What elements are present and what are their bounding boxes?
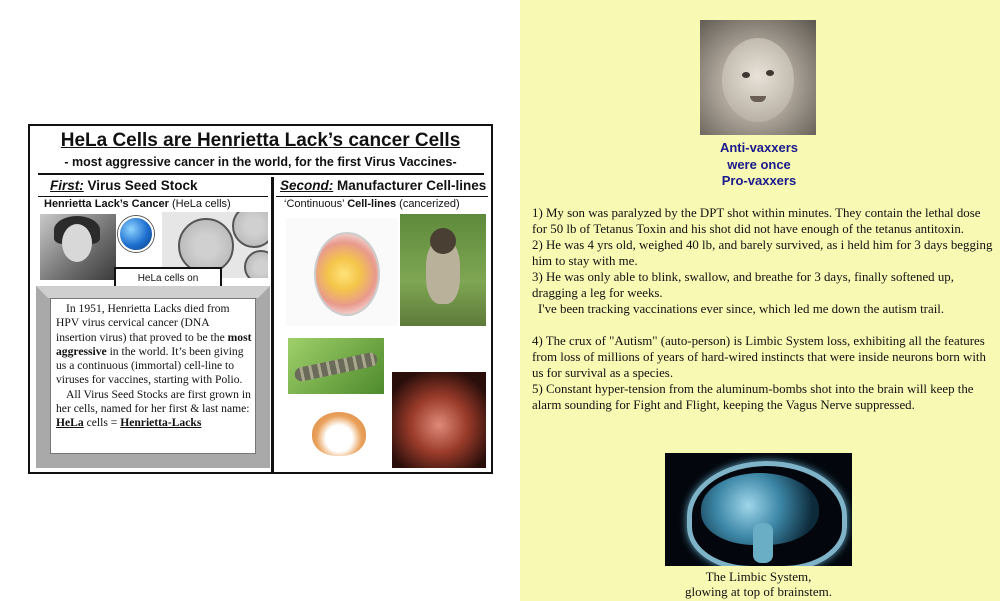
story-item-3: 3) He was only able to blink, swallow, and breathe for 3 days, finally softened up, dragging a leg for weeks. <box>532 270 954 300</box>
second-subheading-rest: (cancerized) <box>396 198 460 210</box>
brain-mri-image <box>665 453 852 566</box>
first-heading-value: Virus Seed Stock <box>87 178 198 193</box>
infographic-title: HeLa Cells are Henrietta Lack’s cancer Cells <box>60 130 461 151</box>
first-subheading <box>44 198 231 210</box>
second-heading <box>280 178 486 193</box>
paragraph-1-b: in the world. It’s been giving us a continuous (immortal) cell-line to viruses for vaccines, starting with Polio. <box>56 344 244 387</box>
first-heading-rule <box>38 196 268 197</box>
story-item-2: 2) He was 4 yrs old, weighed 40 lb, and barely survived, as i held him for 3 days begging him to stay with me. <box>532 238 993 268</box>
story-item-5: 5) Constant hyper-tension from the aluminum-bombs shot into the brain will keep the alarm sounding for Fight and Flight, keeping the Vagus Nerve suppressed. <box>532 382 974 412</box>
second-heading-label: Second: <box>280 178 334 193</box>
embryo-photo <box>392 372 486 468</box>
first-subheading-rest: (HeLa cells) <box>168 198 231 210</box>
column-divider <box>271 177 274 474</box>
baby-caption-line: Pro-vaxxers <box>721 173 797 188</box>
guinea-pig-photo <box>306 400 372 464</box>
baby-caption-line: Anti-vaxxers <box>719 140 799 155</box>
second-subheading-quote: ‘Continuous’ <box>284 198 348 210</box>
cell-diagram-image <box>286 218 398 326</box>
paragraph-1 <box>56 302 252 388</box>
monkey-photo <box>400 214 486 326</box>
story-gap <box>532 317 994 333</box>
paragraph-2-hela: HeLa <box>56 416 84 430</box>
paragraph-1-bold: most aggressive <box>56 330 252 358</box>
story-item-4: 4) The crux of "Autism" (auto-person) is Limbic System loss, exhibiting all the features from loss of millions of years of hard-wired instincts that were inside neurons born with us for survival as a species. <box>532 334 986 380</box>
first-heading <box>50 178 198 193</box>
story-item-1: 1) My son was paralyzed by the DPT shot within minutes. They contain the lethal dose for 50 lb of Tetanus Toxin and his shot did not have enough of the tetanus antitoxin. <box>532 206 981 236</box>
baby-caption-line: were once <box>727 156 791 172</box>
second-subheading-bold: Cell-lines <box>347 198 397 210</box>
second-subheading <box>284 198 460 210</box>
baby-caption <box>690 140 828 190</box>
story-note: I've been tracking vaccinations ever since, which led me down the autism trail. <box>538 302 945 316</box>
second-heading-rule <box>276 196 488 197</box>
title-divider <box>38 173 484 175</box>
paragraph-2-henrietta: Henrietta-Lacks <box>120 416 202 430</box>
henrietta-lacks-photo <box>40 214 116 280</box>
hela-history-text <box>56 302 252 431</box>
first-heading-label: First: <box>50 178 84 193</box>
paragraph-2 <box>56 388 252 431</box>
first-subheading-bold: Henrietta Lack’s Cancer <box>44 198 169 210</box>
second-heading-value: Manufacturer Cell-lines <box>337 178 487 193</box>
baby-photo <box>700 20 816 135</box>
paragraph-2-a: All Virus Seed Stocks are first grown in her cells, named for her first & last name: <box>56 387 251 416</box>
brain-caption-line: glowing at top of brainstem. <box>685 584 832 599</box>
paragraph-1-a: In 1951, Henrietta Lacks died from HPV virus cervical cancer (DNA insertion virus) that proved to be the <box>56 302 230 344</box>
hela-callout-line1: HeLa cells on <box>137 273 199 284</box>
story-text <box>532 205 994 413</box>
brain-caption-line: The Limbic System, <box>705 569 812 584</box>
caterpillar-photo <box>288 338 384 394</box>
paragraph-2-b: cells = <box>83 416 121 430</box>
virus-icon <box>118 216 154 252</box>
hela-infographic <box>28 124 493 474</box>
brain-caption <box>640 569 877 599</box>
infographic-subtitle: - most aggressive cancer in the world, for the first Virus Vaccines- <box>64 155 457 169</box>
text-frame-bevel <box>36 286 270 298</box>
